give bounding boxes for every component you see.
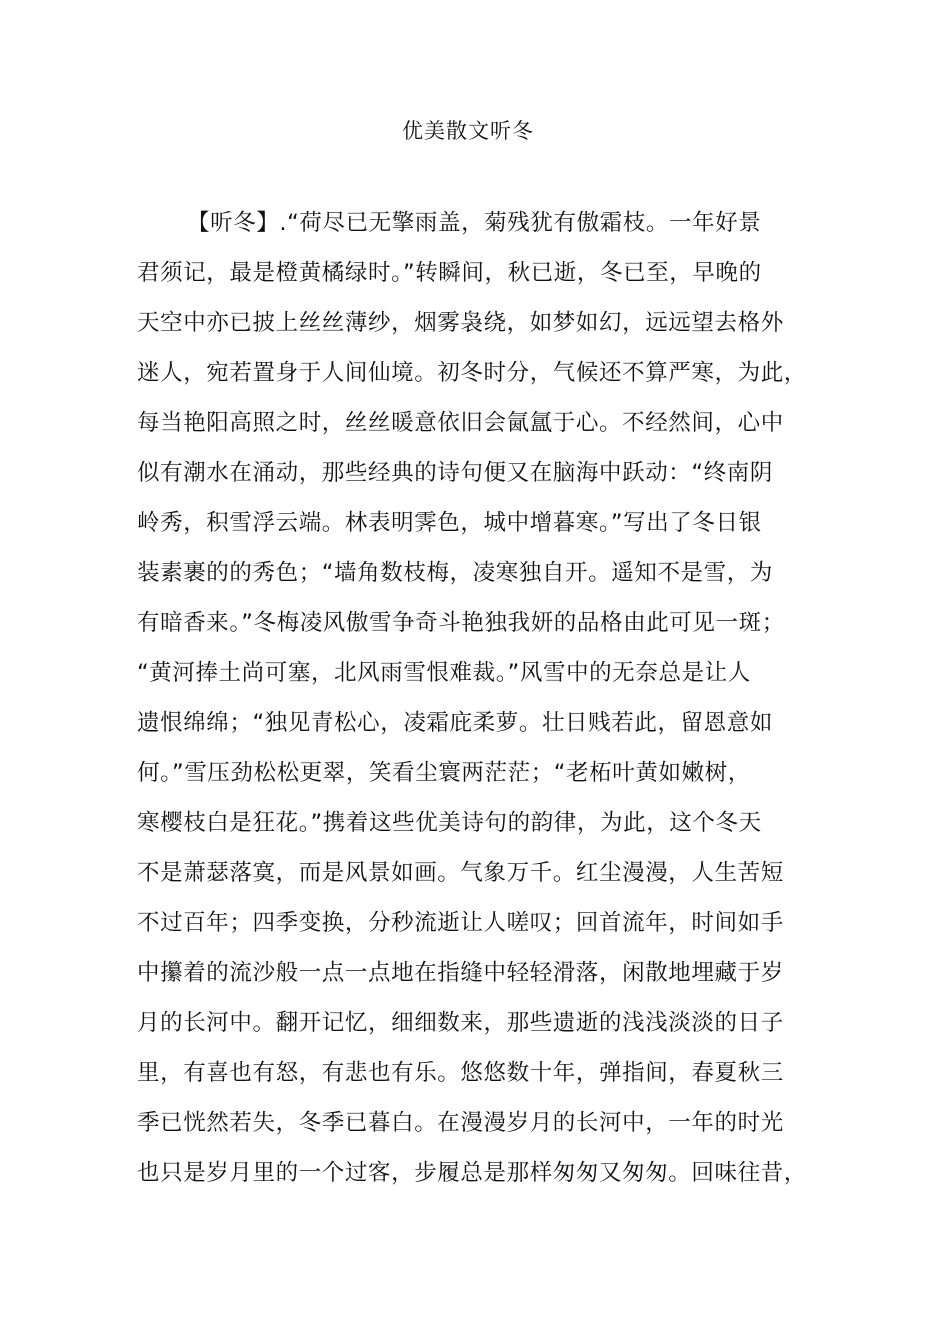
paragraph-line: 月的长河中。翻开记忆，细细数来，那些遗逝的浅浅淡淡的日子 [137, 1010, 784, 1036]
paragraph-line: 何。”雪压劲松松更翠，笑看尘寰两茫茫；“老柘叶黄如嫩树， [137, 760, 751, 786]
paragraph-line: 每当艳阳高照之时，丝丝暖意依旧会氤氲于心。不经然间，心中 [137, 410, 784, 436]
paragraph-line: 不过百年；四季变换，分秒流逝让人嗟叹；回首流年，时间如手 [137, 910, 784, 936]
paragraph-line: 也只是岁月里的一个过客，步履总是那样匆匆又匆匆。回味往昔， [137, 1160, 807, 1186]
paragraph-line: 季已恍然若失，冬季已暮白。在漫漫岁月的长河中，一年的时光 [137, 1110, 784, 1136]
paragraph-line: 天空中亦已披上丝丝薄纱，烟雾袅绕，如梦如幻，远远望去格外 [137, 310, 784, 336]
document-body [137, 205, 813, 1205]
paragraph-line: 似有潮水在涌动，那些经典的诗句便又在脑海中跃动：“终南阴 [137, 460, 773, 486]
paragraph-line: 遗恨绵绵；“独见青松心，凌霜庇柔萝。壮日贱若此，留恩意如 [137, 710, 773, 736]
document-title: 优美散文听冬 [402, 119, 534, 143]
paragraph-line: 岭秀，积雪浮云端。林表明霁色，城中增暮寒。”写出了冬日银 [137, 510, 762, 536]
paragraph-line: “黄河捧土尚可塞，北风雨雪恨难裁。”风雪中的无奈总是让人 [137, 660, 751, 686]
paragraph-line: 迷人，宛若置身于人间仙境。初冬时分，气候还不算严寒，为此， [137, 360, 807, 386]
paragraph-line: 中攥着的流沙般一点一点地在指缝中轻轻滑落，闲散地埋藏于岁 [137, 960, 784, 986]
paragraph-line: 装素裹的的秀色；“墙角数枝梅，凌寒独自开。遥知不是雪，为 [137, 560, 773, 586]
paragraph-line: 不是萧瑟落寞，而是风景如画。气象万千。红尘漫漫，人生苦短 [137, 860, 784, 886]
paragraph-line: 君须记，最是橙黄橘绿时。”转瞬间，秋已逝，冬已至，早晚的 [137, 260, 762, 286]
paragraph-line: 【听冬】.“荷尽已无擎雨盖，菊残犹有傲霜枝。一年好景 [187, 210, 762, 236]
paragraph-line: 里，有喜也有怒，有悲也有乐。悠悠数十年，弹指间，春夏秋三 [137, 1060, 784, 1086]
paragraph-line: 寒樱枝白是狂花。”携着这些优美诗句的韵律，为此，这个冬天 [137, 810, 762, 836]
paragraph-line: 有暗香来。”冬梅凌风傲雪争奇斗艳独我妍的品格由此可见一斑； [137, 610, 785, 636]
